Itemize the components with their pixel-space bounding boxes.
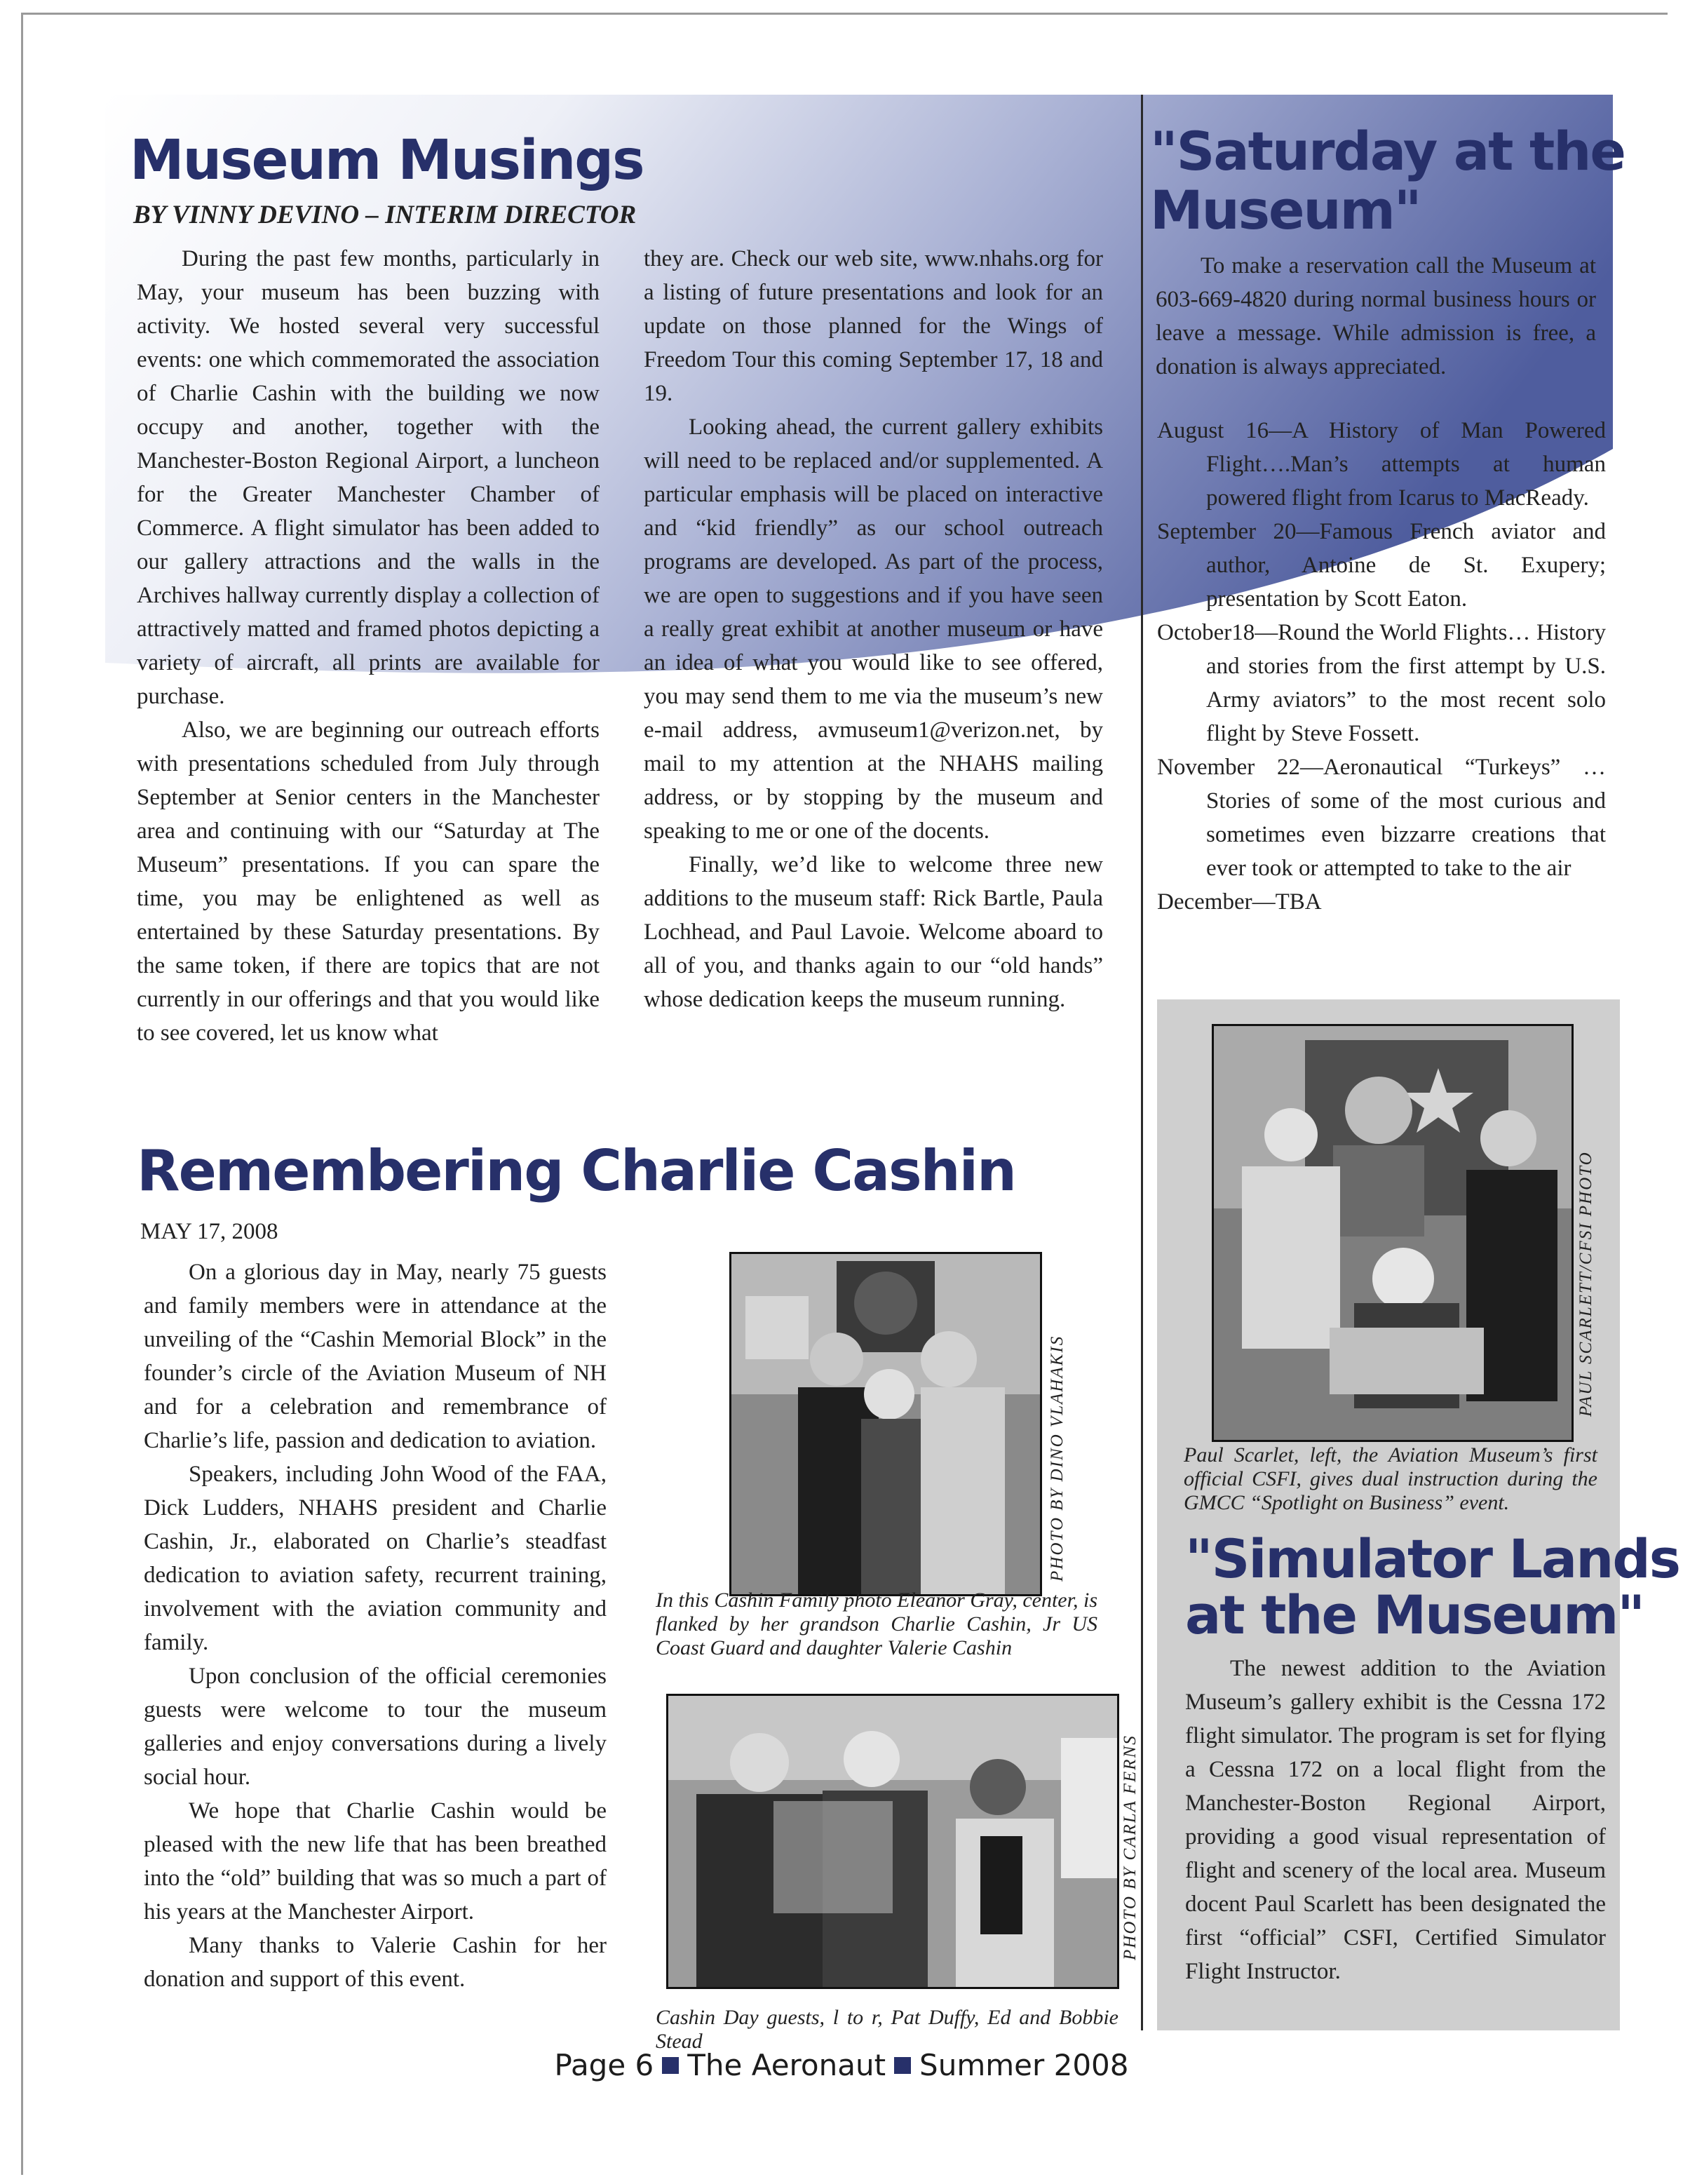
saturday-intro <box>1156 249 1596 384</box>
simulator-title-line-2: at the Museum" <box>1185 1584 1644 1646</box>
saturday-event-list <box>1157 414 1606 919</box>
remembering-paragraph: On a glorious day in May, nearly 75 guests and family members were in attendance at the unveiling of the “Cashin Memorial Block” in the founder’s circle of the Aviation Museum of NH and for a celebration and remembrance of Charlie’s life, passion and dedication to aviation. <box>144 1260 607 1453</box>
footer-issue: Summer 2008 <box>919 2048 1129 2082</box>
museum-musings-title: Museum Musings <box>130 129 644 192</box>
photo-credit-dino-vlahakis: PHOTO BY DINO VLAHAKIS <box>1048 1335 1067 1582</box>
photo-credit-paul-scarlett: PAUL SCARLETT/CFSI PHOTO <box>1576 1151 1595 1417</box>
footer-page-number: Page 6 <box>554 2048 654 2082</box>
simulator-column <box>1185 1652 1606 1988</box>
cashin-family-caption: In this Cashin Family photo Eleanor Gray, center, is flanked by her grandson Charlie Cashin, Jr US Coast Guard and daughter Valerie Cashin <box>656 1589 1097 1659</box>
cashin-day-guests-photo <box>666 1694 1119 1989</box>
event-september: September 20—Famous French aviator and author, Antoine de St. Exupery; presentation by Scott Eaton. <box>1157 519 1606 612</box>
cashin-family-photo <box>729 1252 1042 1596</box>
remembering-title: Remembering Charlie Cashin <box>137 1138 1015 1204</box>
event-december: December—TBA <box>1157 889 1322 915</box>
musings-paragraph: Also, we are beginning our outreach efforts with presentations scheduled from July through September at Senior centers in the Manchester area and continuing with our “Saturday at The Museum” presentations. If you can spare the time, you may be enlightened as well as entertained by these Saturday presentations. By the same token, if there are topics that are not currently in our offerings and that you would like to see covered, let us know what <box>137 717 600 1046</box>
museum-musings-byline: BY VINNY DEVINO – INTERIM DIRECTOR <box>133 201 637 229</box>
musings-paragraph: During the past few months, particularly in May, your museum has been buzzing with activity. We hosted several very successful events: one which commemorated the association of Charlie Cashin with the building we now occupy and another, together with the Manchester-Boston Regional Airport, a luncheon for the Greater Manchester Chamber of Commerce. A flight simulator has been added to our gallery attractions and the walls in the Archives hallway currently display a collection of attractively matted and framed photos depicting a variety of aircraft, all prints are available for purchase. <box>137 246 600 709</box>
page-footer <box>0 2048 1683 2082</box>
paul-scarlett-photo <box>1212 1024 1574 1442</box>
event-november: November 22—Aeronautical “Turkeys” …Stories of some of the most curious and sometimes even bizzarre creations that ever took or attempted to take to the air <box>1157 755 1606 881</box>
footer-publication: The Aeronaut <box>687 2048 886 2082</box>
column-rule <box>1141 95 1143 2030</box>
paul-scarlett-caption: Paul Scarlet, left, the Aviation Museum’s first official CSFI, gives dual instruction during the GMCC “Spotlight on Business” event. <box>1184 1443 1597 1514</box>
remembering-paragraph: Speakers, including John Wood of the FAA, Dick Ludders, NHAHS president and Charlie Cashin, Jr., elaborated on Charlie’s steadfast dedication to aviation safety, recurrent training, involvement with the aviation community and family. <box>144 1462 607 1655</box>
simulator-title-line-1: "Simulator Lands <box>1185 1528 1679 1590</box>
event-october: October18—Round the World Flights… History and stories from the first attempt by U.S. Army aviators” to the most recent solo flight by Steve Fossett. <box>1157 620 1606 746</box>
musings-paragraph: they are. Check our web site, www.nhahs.org for a listing of future presentations and look for an update on those planned for the Wings of Freedom Tour this coming September 17, 18 and 19. <box>644 246 1103 406</box>
remembering-date: MAY 17, 2008 <box>140 1219 278 1244</box>
musings-column-2 <box>644 242 1103 1016</box>
saturday-title-line-2: Museum" <box>1150 179 1421 241</box>
remembering-paragraph: Many thanks to Valerie Cashin for her donation and support of this event. <box>144 1933 607 1992</box>
musings-column-1 <box>137 242 600 1050</box>
photo-credit-carla-ferns: PHOTO BY CARLA FERNS <box>1121 1734 1140 1960</box>
footer-square-icon <box>662 2057 679 2074</box>
remembering-paragraph: Upon conclusion of the official ceremonies guests were welcome to tour the museum galleries and enjoy conversations during a lively social hour. <box>144 1664 607 1790</box>
saturday-title-line-1: "Saturday at the <box>1150 120 1625 182</box>
event-august: August 16—A History of Man Powered Flight….Man’s attempts at human powered flight from Icarus to MacReady. <box>1157 418 1606 511</box>
musings-paragraph: Finally, we’d like to welcome three new additions to the museum staff: Rick Bartle, Paula Lochhead, and Paul Lavoie. Welcome aboard to all of you, and thanks again to our “old hands” whose dedication keeps the museum running. <box>644 852 1103 1012</box>
musings-paragraph: Looking ahead, the current gallery exhibits will need to be replaced and/or supplemented. A particular emphasis will be placed on interactive and “kid friendly” as our school outreach programs are developed. As part of the process, we are open to suggestions and if you have seen a really great exhibit at another museum or have an idea of what you would like to see offered, you may send them to me via the museum’s new e-mail address, avmuseum1@verizon.net, by mail to my attention at the NHAHS mailing address, or by stopping by the museum and speaking to me or one of the docents. <box>644 414 1103 844</box>
footer-square-icon <box>894 2057 911 2074</box>
remembering-column <box>144 1255 607 1996</box>
cashin-day-guests-caption: Cashin Day guests, l to r, Pat Duffy, Ed and Bobbie Stead <box>656 2006 1118 2053</box>
remembering-paragraph: We hope that Charlie Cashin would be pleased with the new life that has been breathed into the “old” building that was so much a part of his years at the Manchester Airport. <box>144 1798 607 1925</box>
saturday-intro-text: To make a reservation call the Museum at 603-669-4820 during normal business hours or leave a message. While admission is free, a donation is always appreciated. <box>1156 253 1596 379</box>
simulator-paragraph: The newest addition to the Aviation Museum’s gallery exhibit is the Cessna 172 flight simulator. The program is set for flying a Cessna 172 on a local flight from the Manchester-Boston Regional Airport, providing a good visual representation of flight and scenery of the local area. Museum docent Paul Scarlett has been designated the first “official” CSFI, Certified Simulator Flight Instructor. <box>1185 1656 1606 1984</box>
